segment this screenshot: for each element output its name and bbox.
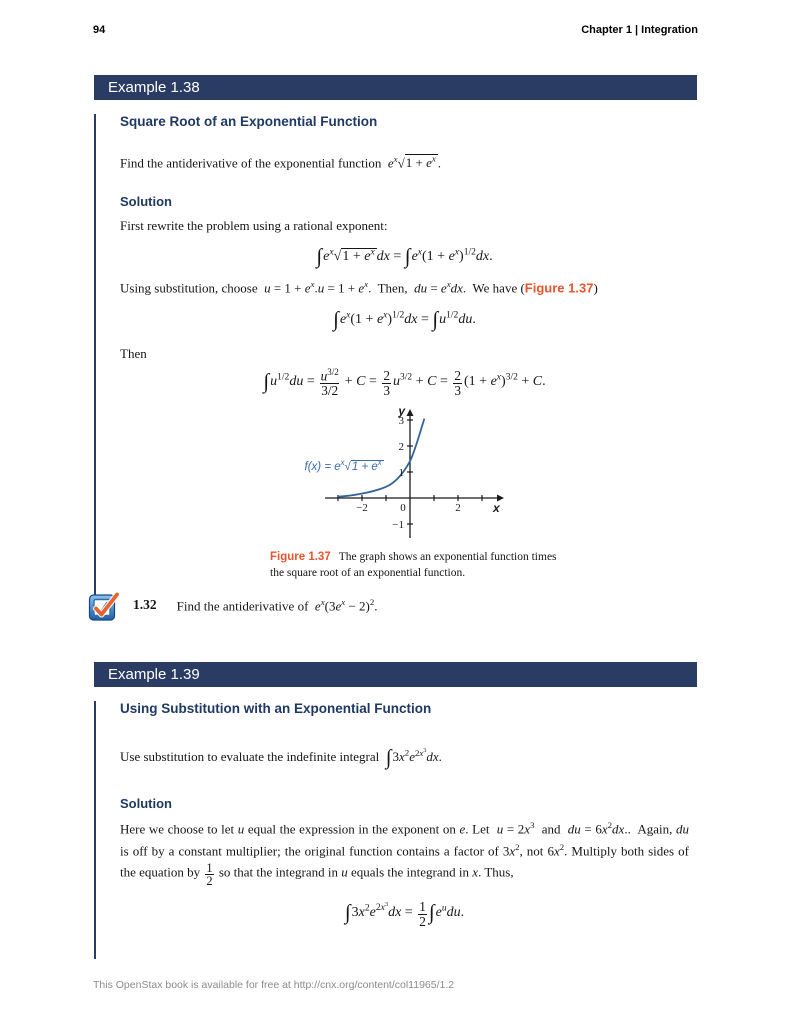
equation-rational-exponent: $\int e^x√1 + e^x$ dx = $\int e^x(1 + e^x)^{1/2}dx$. <box>316 244 493 269</box>
figure-1-37-graph <box>305 406 505 546</box>
y-tick-1: 1 <box>398 467 404 480</box>
example-1-39-box <box>94 701 697 959</box>
equation-antiderivative-result: $\int u^{1/2}du$ = $\frac{u^{3/2}}{3/2}$ + C = $\frac{2}{3}$ $u^{3/2} + C$ = $\frac{2}{3}$ $(1 + e^x)^{3/2} + C$. <box>263 366 546 398</box>
x-tick--2: −2 <box>355 502 368 515</box>
graph-canvas <box>305 406 505 541</box>
page-header <box>93 24 698 36</box>
figure-ref-link[interactable]: Figure 1.37 <box>524 280 594 296</box>
example-1-38-title: Square Root of an Exponential Function <box>120 114 378 129</box>
solution-body-text: Here we choose to let u equal the expression in the exponent on e. Let $u = 2x^3$ and du = $6x^2dx$.. Again, du is off by a constant multiplier; the original function contains a factor of $3x^2$, not $6x^2$. Multiply both sides of the equation by $\frac{1}{2}$ so that the integrand in u equals the integrand in x. Thus, <box>120 819 689 889</box>
example-1-39-banner: Example 1.39 <box>94 662 697 687</box>
checkpoint-icon <box>88 589 121 627</box>
example-1-39-section <box>94 662 697 959</box>
curve-equation-label: $f(x) = e^x√1 + e^x$ <box>304 458 382 474</box>
x-tick-0: 0 <box>399 502 406 515</box>
y-tick-3: 3 <box>398 415 404 428</box>
solution-step-text: First rewrite the problem using a rational exponent: <box>120 217 388 233</box>
checkpoint-number: 1.32 <box>133 597 157 612</box>
y-tick--1: −1 <box>391 519 404 532</box>
equation-u-substitution: $\int 3x^2e^{2x^3}dx$ = $\frac{1}{2}$ $\int e^udu$. <box>344 899 465 929</box>
checkpoint-1-32 <box>88 589 378 627</box>
example-1-38-section <box>94 75 697 599</box>
example-1-39-problem: Use substitution to evaluate the indefinite integral $\int 3x^2e^{2x^3}dx$. <box>120 745 442 769</box>
figure-caption-text: The graph shows an exponential function times the square root of an exponential function. <box>270 551 557 579</box>
checkpoint-text: Find the antiderivative of $e^x(3e^x - 2)^2$. <box>176 597 378 614</box>
page-number: 94 <box>93 24 106 36</box>
then-label: Then <box>120 346 147 362</box>
figure-number-label: Figure 1.37 <box>270 551 331 564</box>
y-axis-label: y <box>397 406 405 419</box>
example-1-38-box <box>94 114 697 599</box>
y-axis-arrow <box>406 409 413 416</box>
solution-heading-2: Solution <box>120 795 172 811</box>
x-tick-2: 2 <box>454 502 461 515</box>
substitution-text: Using substitution, choose $u = 1 + e^x.u = 1 + e^x$. Then, du = $e^xdx$. We have (Figure 1.37) <box>120 279 598 296</box>
x-axis-label: x <box>492 501 500 516</box>
footer-attribution: This OpenStax book is available for free at http://cnx.org/content/col11965/1.2 <box>93 979 455 991</box>
figure-caption <box>270 550 570 581</box>
example-1-38-problem: Find the antiderivative of the exponential function $e^x√1 + e^x$ . <box>120 154 442 171</box>
example-1-38-banner: Example 1.38 <box>94 75 697 100</box>
chapter-title: Chapter 1 | Integration <box>581 24 698 36</box>
solution-heading: Solution <box>120 193 172 209</box>
example-1-39-title: Using Substitution with an Exponential Function <box>120 701 432 716</box>
equation-substitution: $\int e^x(1 + e^x)^{1/2}dx = \int u^{1/2}du$. <box>333 307 476 332</box>
y-tick-2: 2 <box>398 441 404 454</box>
